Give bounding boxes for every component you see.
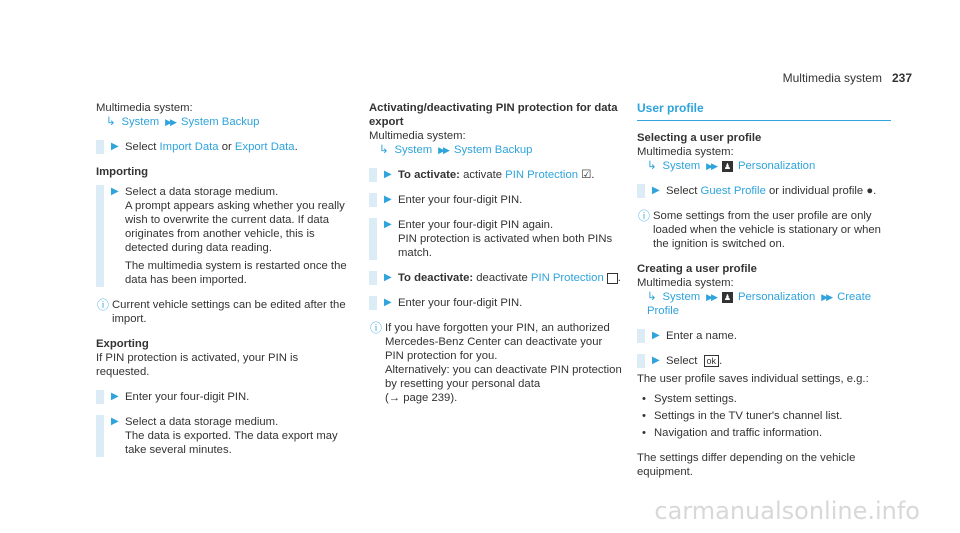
section-heading-pin: Activating/deactivating PIN protection for data export [369, 102, 618, 128]
instruction-step [96, 140, 354, 154]
step-text: Select [666, 355, 701, 367]
info-icon: ⓘ [370, 321, 383, 335]
pin-protection-option[interactable]: PIN Protection [530, 272, 604, 284]
info-icon: ⓘ [638, 209, 651, 223]
path-item[interactable]: System [662, 291, 701, 303]
instruction-step [96, 185, 354, 287]
path-item[interactable]: Create Profile [647, 291, 871, 317]
chevron-right-icon: ▶▶ [165, 117, 175, 127]
path-item[interactable]: System [121, 116, 160, 128]
step-text: The multimedia system is restarted once the data has been imported. [125, 260, 347, 286]
chevron-right-icon: ▶▶ [821, 292, 832, 302]
path-item[interactable]: Personalization [737, 291, 816, 303]
column-user-profile [637, 101, 891, 479]
step-text: Select [125, 141, 160, 153]
path-arrow-icon: ↳ [647, 291, 657, 303]
step-text: Enter your four-digit PIN again. PIN protection is activated when both PINs match. [398, 219, 613, 259]
step-arrow-icon: ▶ [384, 194, 392, 205]
step-text: or [218, 141, 235, 153]
step-arrow-icon: ▶ [384, 297, 392, 308]
step-bar [96, 185, 104, 287]
note-text: Current vehicle settings can be edited after the import. [112, 299, 346, 325]
step-text: Select [666, 185, 701, 197]
personalization-icon: ♟ [723, 292, 732, 302]
step-bar [637, 354, 645, 368]
chevron-right-icon: ▶▶ [706, 292, 716, 302]
section-heading-exporting: Exporting [96, 338, 149, 350]
list-item: • System settings. [637, 392, 891, 406]
instruction-step [369, 193, 624, 207]
page-number: 237 [891, 71, 912, 85]
step-text: deactivate [473, 272, 531, 284]
step-bar [369, 271, 377, 285]
deactivate-label: To deactivate: [398, 272, 474, 284]
intro-text: Multimedia system: [637, 277, 734, 289]
step-arrow-icon: ▶ [652, 330, 660, 341]
step-arrow-icon: ▶ [111, 391, 119, 402]
note-text: If you have forgotten your PIN, an authorized Mercedes-Benz Center can deactivate your PIN protection for you. Alternatively: you can deactivate PIN protection by resetting your personal data (→ page 239). [385, 322, 622, 404]
footer-text: The settings differ depending on the vehicle equipment. [637, 452, 856, 478]
step-text: Select a data storage medium. The data is exported. The data export may take several minutes. [125, 416, 338, 456]
ok-button-icon: ok [704, 355, 720, 367]
step-arrow-icon: ▶ [384, 219, 392, 230]
instruction-step [96, 415, 354, 457]
page-header [783, 71, 912, 85]
heading-create-profile: Creating a user profile [637, 263, 757, 275]
menu-path [637, 290, 891, 318]
step-bar [96, 415, 104, 457]
note-text: Some settings from the user profile are only loaded when the vehicle is stationary or when the ignition is switched on. [653, 210, 881, 250]
path-arrow-icon: ↳ [647, 160, 657, 172]
step-bar [637, 329, 645, 343]
menu-path [96, 115, 354, 129]
menu-path [637, 159, 891, 173]
step-arrow-icon: ▶ [384, 272, 392, 283]
intro-text: Multimedia system: [637, 146, 734, 158]
instruction-step: ▶ Select ok . [637, 354, 891, 368]
step-bar [96, 390, 104, 404]
path-item[interactable]: System [662, 160, 701, 172]
path-arrow-icon: ↳ [106, 116, 116, 128]
path-item[interactable]: System [394, 144, 433, 156]
step-text: activate [459, 169, 506, 181]
instruction-step [637, 329, 891, 343]
pin-protection-option[interactable]: PIN Protection [505, 169, 579, 181]
heading-select-profile: Selecting a user profile [637, 132, 762, 144]
step-arrow-icon: ▶ [652, 185, 660, 196]
section-title-user-profile: User profile [637, 101, 891, 121]
checkbox-empty-icon [607, 273, 618, 284]
menu-item-import[interactable]: Import Data [159, 141, 219, 153]
chevron-right-icon: ▶▶ [438, 145, 448, 155]
menu-item-export[interactable]: Export Data [234, 141, 295, 153]
column-import-export [96, 101, 354, 468]
step-bar [369, 296, 377, 310]
info-icon: ⓘ [97, 298, 110, 312]
step-text: or individual profile ●. [765, 185, 877, 197]
instruction-step: ▶ To activate: activate PIN Protection ☑. [369, 168, 624, 182]
settings-list [637, 392, 891, 440]
step-bar [96, 140, 104, 154]
path-item[interactable]: System Backup [180, 116, 260, 128]
step-text: . [294, 141, 298, 153]
header-section: Multimedia system [782, 71, 882, 85]
note [369, 321, 624, 405]
step-text: Enter your four-digit PIN. [125, 391, 250, 403]
instruction-step [369, 296, 624, 310]
instruction-step [96, 390, 354, 404]
saves-text: The user profile saves individual settings, e.g.: [637, 373, 869, 385]
step-bar [369, 193, 377, 207]
export-text: If PIN protection is activated, your PIN is requested. [96, 352, 299, 378]
guest-profile-option[interactable]: Guest Profile [700, 185, 766, 197]
step-text: Enter your four-digit PIN. [398, 194, 523, 206]
step-text: Select a data storage medium. A prompt appears asking whether you really wish to overwrite the current data. If data originates from another vehicle, this is detected during data reading. [125, 186, 345, 254]
step-arrow-icon: ▶ [111, 416, 119, 427]
intro-text: Multimedia system: [96, 102, 193, 114]
step-text: Enter a name. [666, 330, 737, 342]
step-bar [369, 218, 377, 260]
watermark: carmanualsonline.info [654, 497, 920, 525]
path-item[interactable]: System Backup [453, 144, 533, 156]
list-item: • Navigation and traffic information. [637, 426, 891, 440]
step-arrow-icon: ▶ [652, 355, 660, 366]
path-item[interactable]: Personalization [737, 160, 816, 172]
column-pin-protection [369, 101, 624, 416]
section-heading-importing: Importing [96, 166, 149, 178]
step-text: Enter your four-digit PIN. [398, 297, 523, 309]
instruction-step [637, 184, 891, 198]
instruction-step: ▶ To deactivate: deactivate PIN Protection . [369, 271, 624, 285]
checkbox-checked-icon: ☑ [581, 169, 592, 181]
list-item: • Settings in the TV tuner's channel list. [637, 409, 891, 423]
step-bar [369, 168, 377, 182]
intro-text: Multimedia system: [369, 130, 466, 142]
note [96, 298, 354, 326]
personalization-icon: ♟ [723, 161, 732, 171]
step-bar [637, 184, 645, 198]
instruction-step [369, 218, 624, 260]
step-arrow-icon: ▶ [111, 186, 119, 197]
chevron-right-icon: ▶▶ [706, 161, 716, 171]
note [637, 209, 891, 251]
step-arrow-icon: ▶ [384, 169, 392, 180]
path-arrow-icon: ↳ [379, 144, 389, 156]
menu-path [369, 143, 624, 157]
activate-label: To activate: [398, 169, 460, 181]
step-arrow-icon: ▶ [111, 141, 119, 152]
